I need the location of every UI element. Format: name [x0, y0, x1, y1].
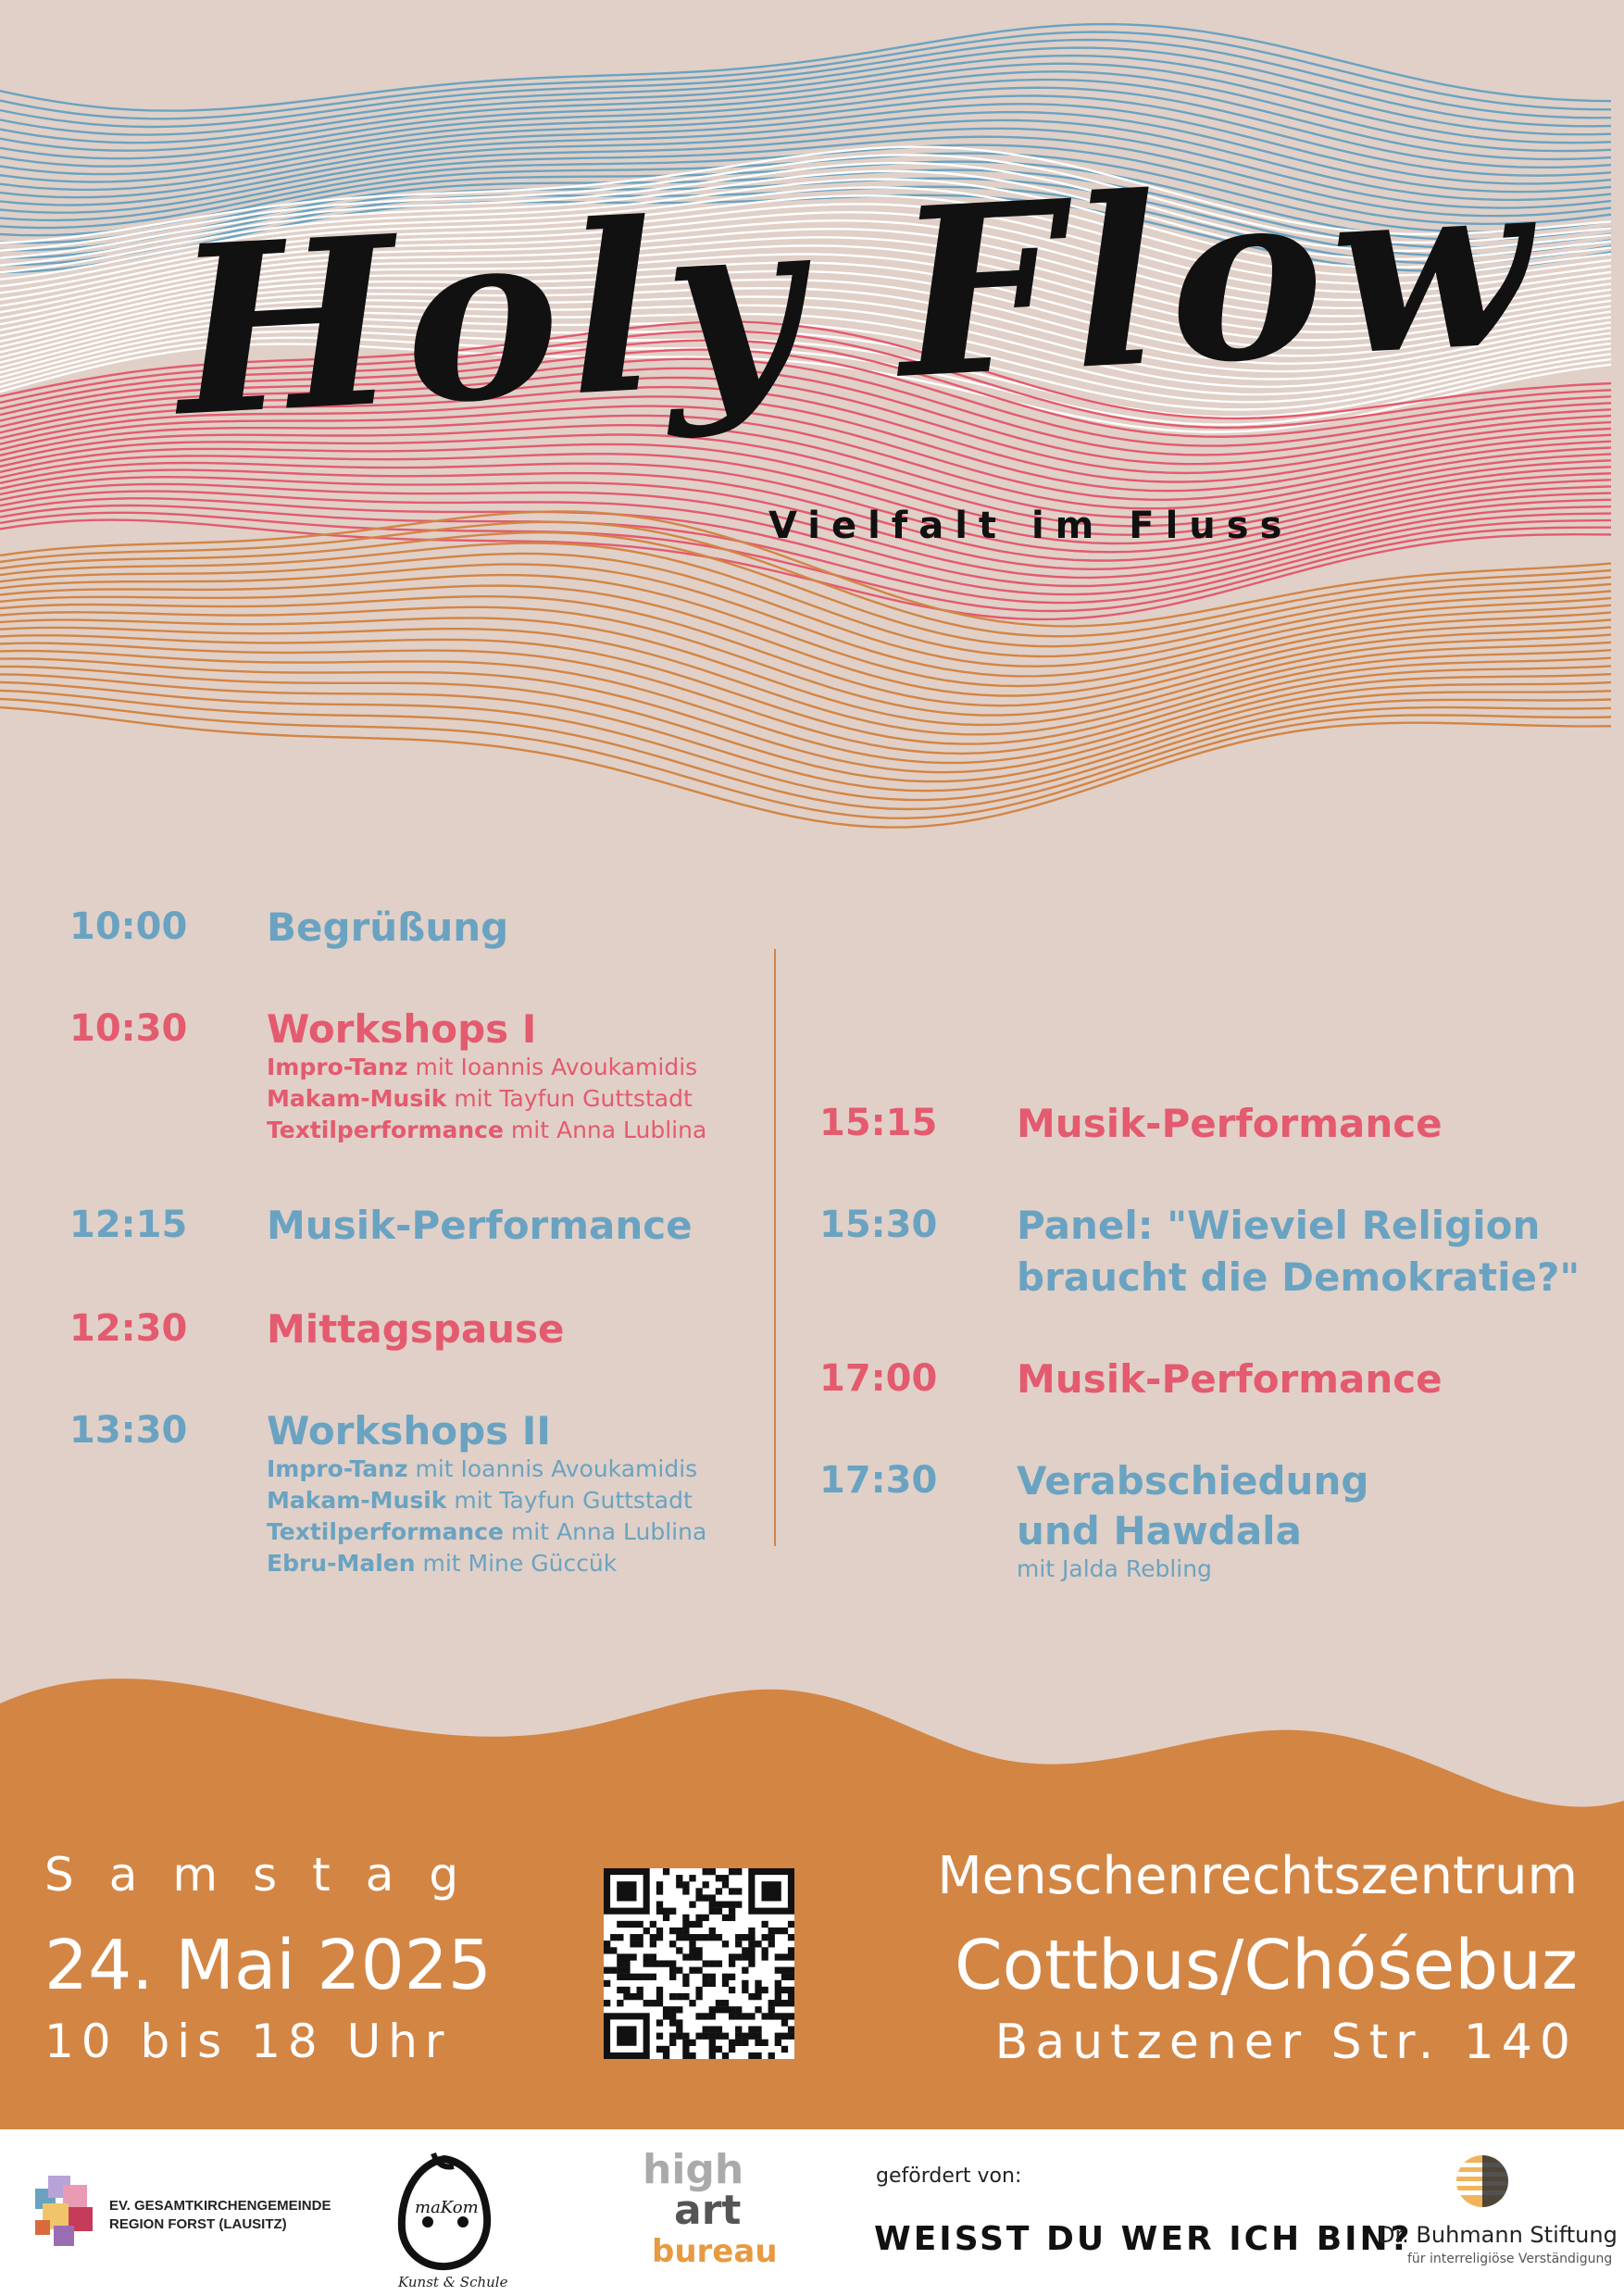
- sponsor-logos-strip: [0, 2129, 1624, 2296]
- time-1215: 12:15: [69, 1204, 188, 1246]
- qr-code[interactable]: [604, 1868, 794, 2059]
- verabschiedung-sub: mit Jalda Rebling: [1017, 1555, 1212, 1582]
- time-1515: 15:15: [819, 1102, 938, 1144]
- time-1000: 10:00: [69, 905, 188, 948]
- square-icon: [54, 2226, 74, 2246]
- list-item: Textilperformance mit Anna Lublina: [267, 1518, 707, 1545]
- time-1700: 17:00: [819, 1357, 938, 1400]
- buhmann-sub: für interreligiöse Verständigung: [1407, 2252, 1613, 2266]
- weisst-du-logo: WEISST DU WER ICH BIN?: [874, 2220, 1413, 2258]
- footer-weekday: Samstag: [44, 1848, 494, 1902]
- title-begruessung: Begrüßung: [267, 905, 509, 950]
- square-icon: [35, 2220, 50, 2235]
- footer-date: 24. Mai 2025: [44, 1926, 492, 2005]
- title-verabschiedung-line1: Verabschiedung: [1017, 1458, 1369, 1504]
- list-item: Makam-Musik mit Tayfun Guttstadt: [267, 1487, 693, 1514]
- title-musik-performance-3: Musik-Performance: [1017, 1356, 1443, 1402]
- title-musik-performance-2: Musik-Performance: [1017, 1101, 1443, 1146]
- title-verabschiedung-line2: und Hawdala: [1017, 1508, 1302, 1554]
- makom-logo-text: maKom: [415, 2198, 479, 2217]
- highart-art: art: [674, 2187, 742, 2234]
- list-item: Ebru-Malen mit Mine Güccük: [267, 1550, 618, 1577]
- gemeinde-logo: [35, 2176, 100, 2250]
- title-workshops-1: Workshops I: [267, 1006, 537, 1052]
- footer-city: Cottbus/Chóśebuz: [955, 1926, 1578, 2005]
- title-musik-performance-1: Musik-Performance: [267, 1203, 693, 1248]
- title-panel-line1: Panel: "Wieviel Religion: [1017, 1203, 1541, 1248]
- poster-subtitle: Vielfalt im Fluss: [768, 505, 1293, 547]
- highart-high: high: [643, 2146, 744, 2193]
- time-1230: 12:30: [69, 1307, 188, 1350]
- gefoerdert-label: gefördert von:: [876, 2165, 1022, 2188]
- gemeinde-name-line2: REGION FORST (LAUSITZ): [109, 2216, 287, 2232]
- title-mittagspause: Mittagspause: [267, 1306, 565, 1352]
- list-item: Impro-Tanz mit Ioannis Avoukamidis: [267, 1054, 698, 1080]
- buhmann-name: Dr. Buhmann Stiftung: [1378, 2222, 1618, 2248]
- title-panel-line2: braucht die Demokratie?": [1017, 1254, 1580, 1300]
- time-1530: 15:30: [819, 1204, 938, 1246]
- time-1330: 13:30: [69, 1409, 188, 1452]
- title-workshops-2: Workshops II: [267, 1408, 552, 1454]
- time-1030: 10:30: [69, 1007, 188, 1050]
- footer-venue: Menschenrechtszentrum: [937, 1846, 1578, 1906]
- list-item: Textilperformance mit Anna Lublina: [267, 1117, 707, 1143]
- time-1730: 17:30: [819, 1459, 938, 1502]
- list-item: Makam-Musik mit Tayfun Guttstadt: [267, 1085, 693, 1112]
- footer-hours: 10 bis 18 Uhr: [44, 2015, 452, 2068]
- makom-sub: Kunst & Schule: [398, 2274, 508, 2290]
- buhmann-logo-mark: [1441, 2153, 1524, 2209]
- poster-title: Holy Flow: [169, 124, 1548, 468]
- footer-street: Bautzener Str. 140: [994, 2015, 1578, 2070]
- list-item: Impro-Tanz mit Ioannis Avoukamidis: [267, 1455, 698, 1482]
- gemeinde-name-line1: EV. GESAMTKIRCHENGEMEINDE: [109, 2198, 331, 2214]
- highart-bureau: bureau: [652, 2233, 778, 2270]
